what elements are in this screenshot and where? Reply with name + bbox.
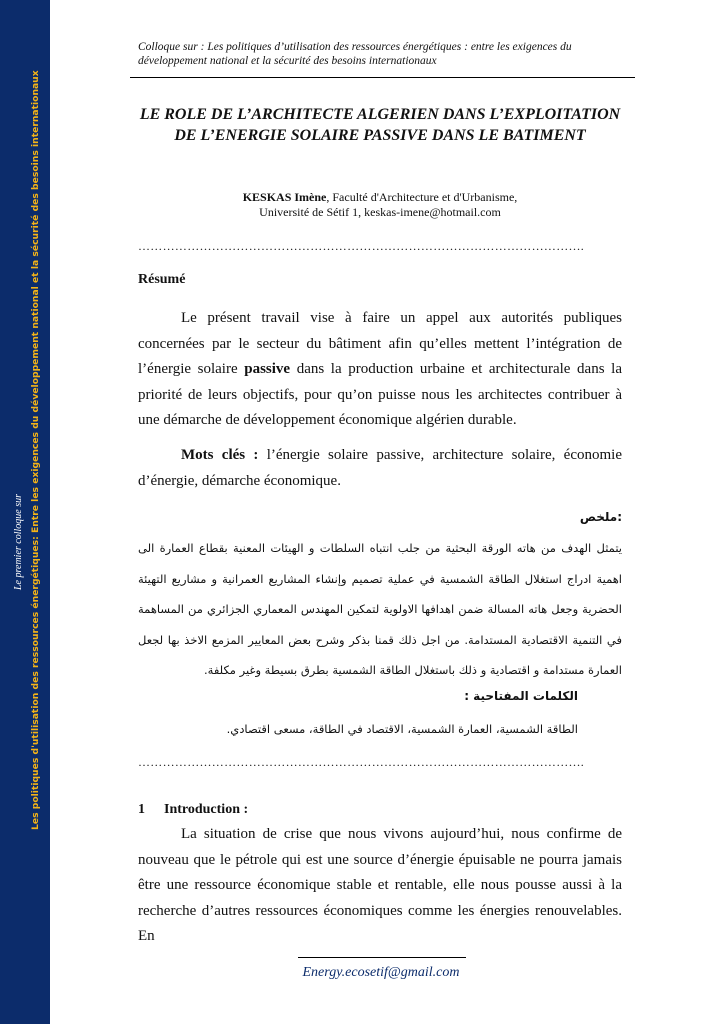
introduction-text: La situation de crise que nous vivons aujourd’hui, nous confirme de nouveau que le pétrole qui est une source d’énergie épuisable ne pourra jamais être une ressource économique stable et rentable, elle nous pousse aussi à la recherche d’autres ressources économiques comme les énergies renouvelables. En	[138, 826, 622, 944]
author-affiliation: , Faculté d'Architecture et d'Urbanisme,	[326, 190, 518, 204]
keywords-paragraph	[138, 443, 622, 494]
keywords-text: l’énergie solaire passive, architecture solaire, économie d’énergie, démarche économique.	[138, 447, 622, 489]
introduction-heading: 1 Introduction :	[138, 802, 249, 817]
author-block	[150, 190, 610, 220]
arabic-keywords: الطاقة الشمسية، العمارة الشمسية، الاقتصاد في الطاقة، مسعى اقتصادي.	[226, 722, 578, 736]
arabic-abstract-text: يتمثل الهدف من هاته الورقة البحثية من جلب انتباه السلطات و الهيئات المعنية بقطاع العمارة الى اهمية ادراج استغلال الطاقة الشمسية في عملية تصميم وإنشاء المشاريع العمرانية و مشاريع التهيئة الحضرية وجعل هاته المسالة ضمن اهدافها الاولوية لتمكين المهندس المعماري الجزائري من المساهمة في التنمية الاقتصادية المستدامة. من اجل ذلك قمنا بذكر وشرح بعض المعايير المزمع الاخذ بها لجعل العمارة مستدامة و اقتصادية و ذلك باستغلال الطاقة الشمسية بطرق بسيطة وغير مكلفة.	[138, 541, 622, 677]
abstract-bold-word: passive	[244, 361, 291, 377]
footer-rule	[298, 957, 466, 958]
separator-top: ……………………………………………………………………………………………….	[138, 239, 585, 253]
author-university: Université de Sétif 1, keskas-imene@hotmail.com	[259, 205, 501, 219]
paper-title: LE ROLE DE L’ARCHITECTE ALGERIEN DANS L’EXPLOITATION DE L’ENERGIE SOLAIRE PASSIVE DANS LE BATIMENT	[139, 106, 621, 144]
abstract-text: Le présent travail vise à faire un appel aux autorités publiques concernées par le secteur du bâtiment afin qu’elles mettent l’intégration de l’énergie solaire passive dans la production urbaine et architecturale dans la priorité de leurs objectifs, pour qu’on puisse nous les architectes contribuer à une démarche de développement économique algérien durable.	[138, 310, 622, 428]
sidebar-band	[0, 0, 50, 1024]
abstract-heading: Résumé	[138, 272, 186, 287]
arabic-abstract-heading: :ملخص	[579, 510, 622, 524]
author-name: KESKAS Imène	[242, 190, 327, 204]
header-rule	[130, 77, 635, 78]
arabic-keywords-heading: الكلمات المفتاحية :	[464, 689, 578, 703]
separator-bottom: ……………………………………………………………………………………………….	[138, 755, 585, 769]
keywords-label: Mots clés :	[181, 447, 259, 463]
footer-email: Energy.ecosetif@gmail.com	[302, 965, 460, 980]
sidebar-subtitle: Le premier colloque sur	[13, 493, 24, 590]
sidebar-conference-title: Les politiques d'utilisation des ressources énergétiques: Entre les exigences du développement national et la sécurité des besoins internationaux	[30, 70, 41, 830]
running-head: Colloque sur : Les politiques d’utilisation des ressources énergétiques : entre les exigences du développement national et la sécurité des besoins internationaux	[138, 41, 572, 67]
section-number: 1	[138, 802, 145, 817]
